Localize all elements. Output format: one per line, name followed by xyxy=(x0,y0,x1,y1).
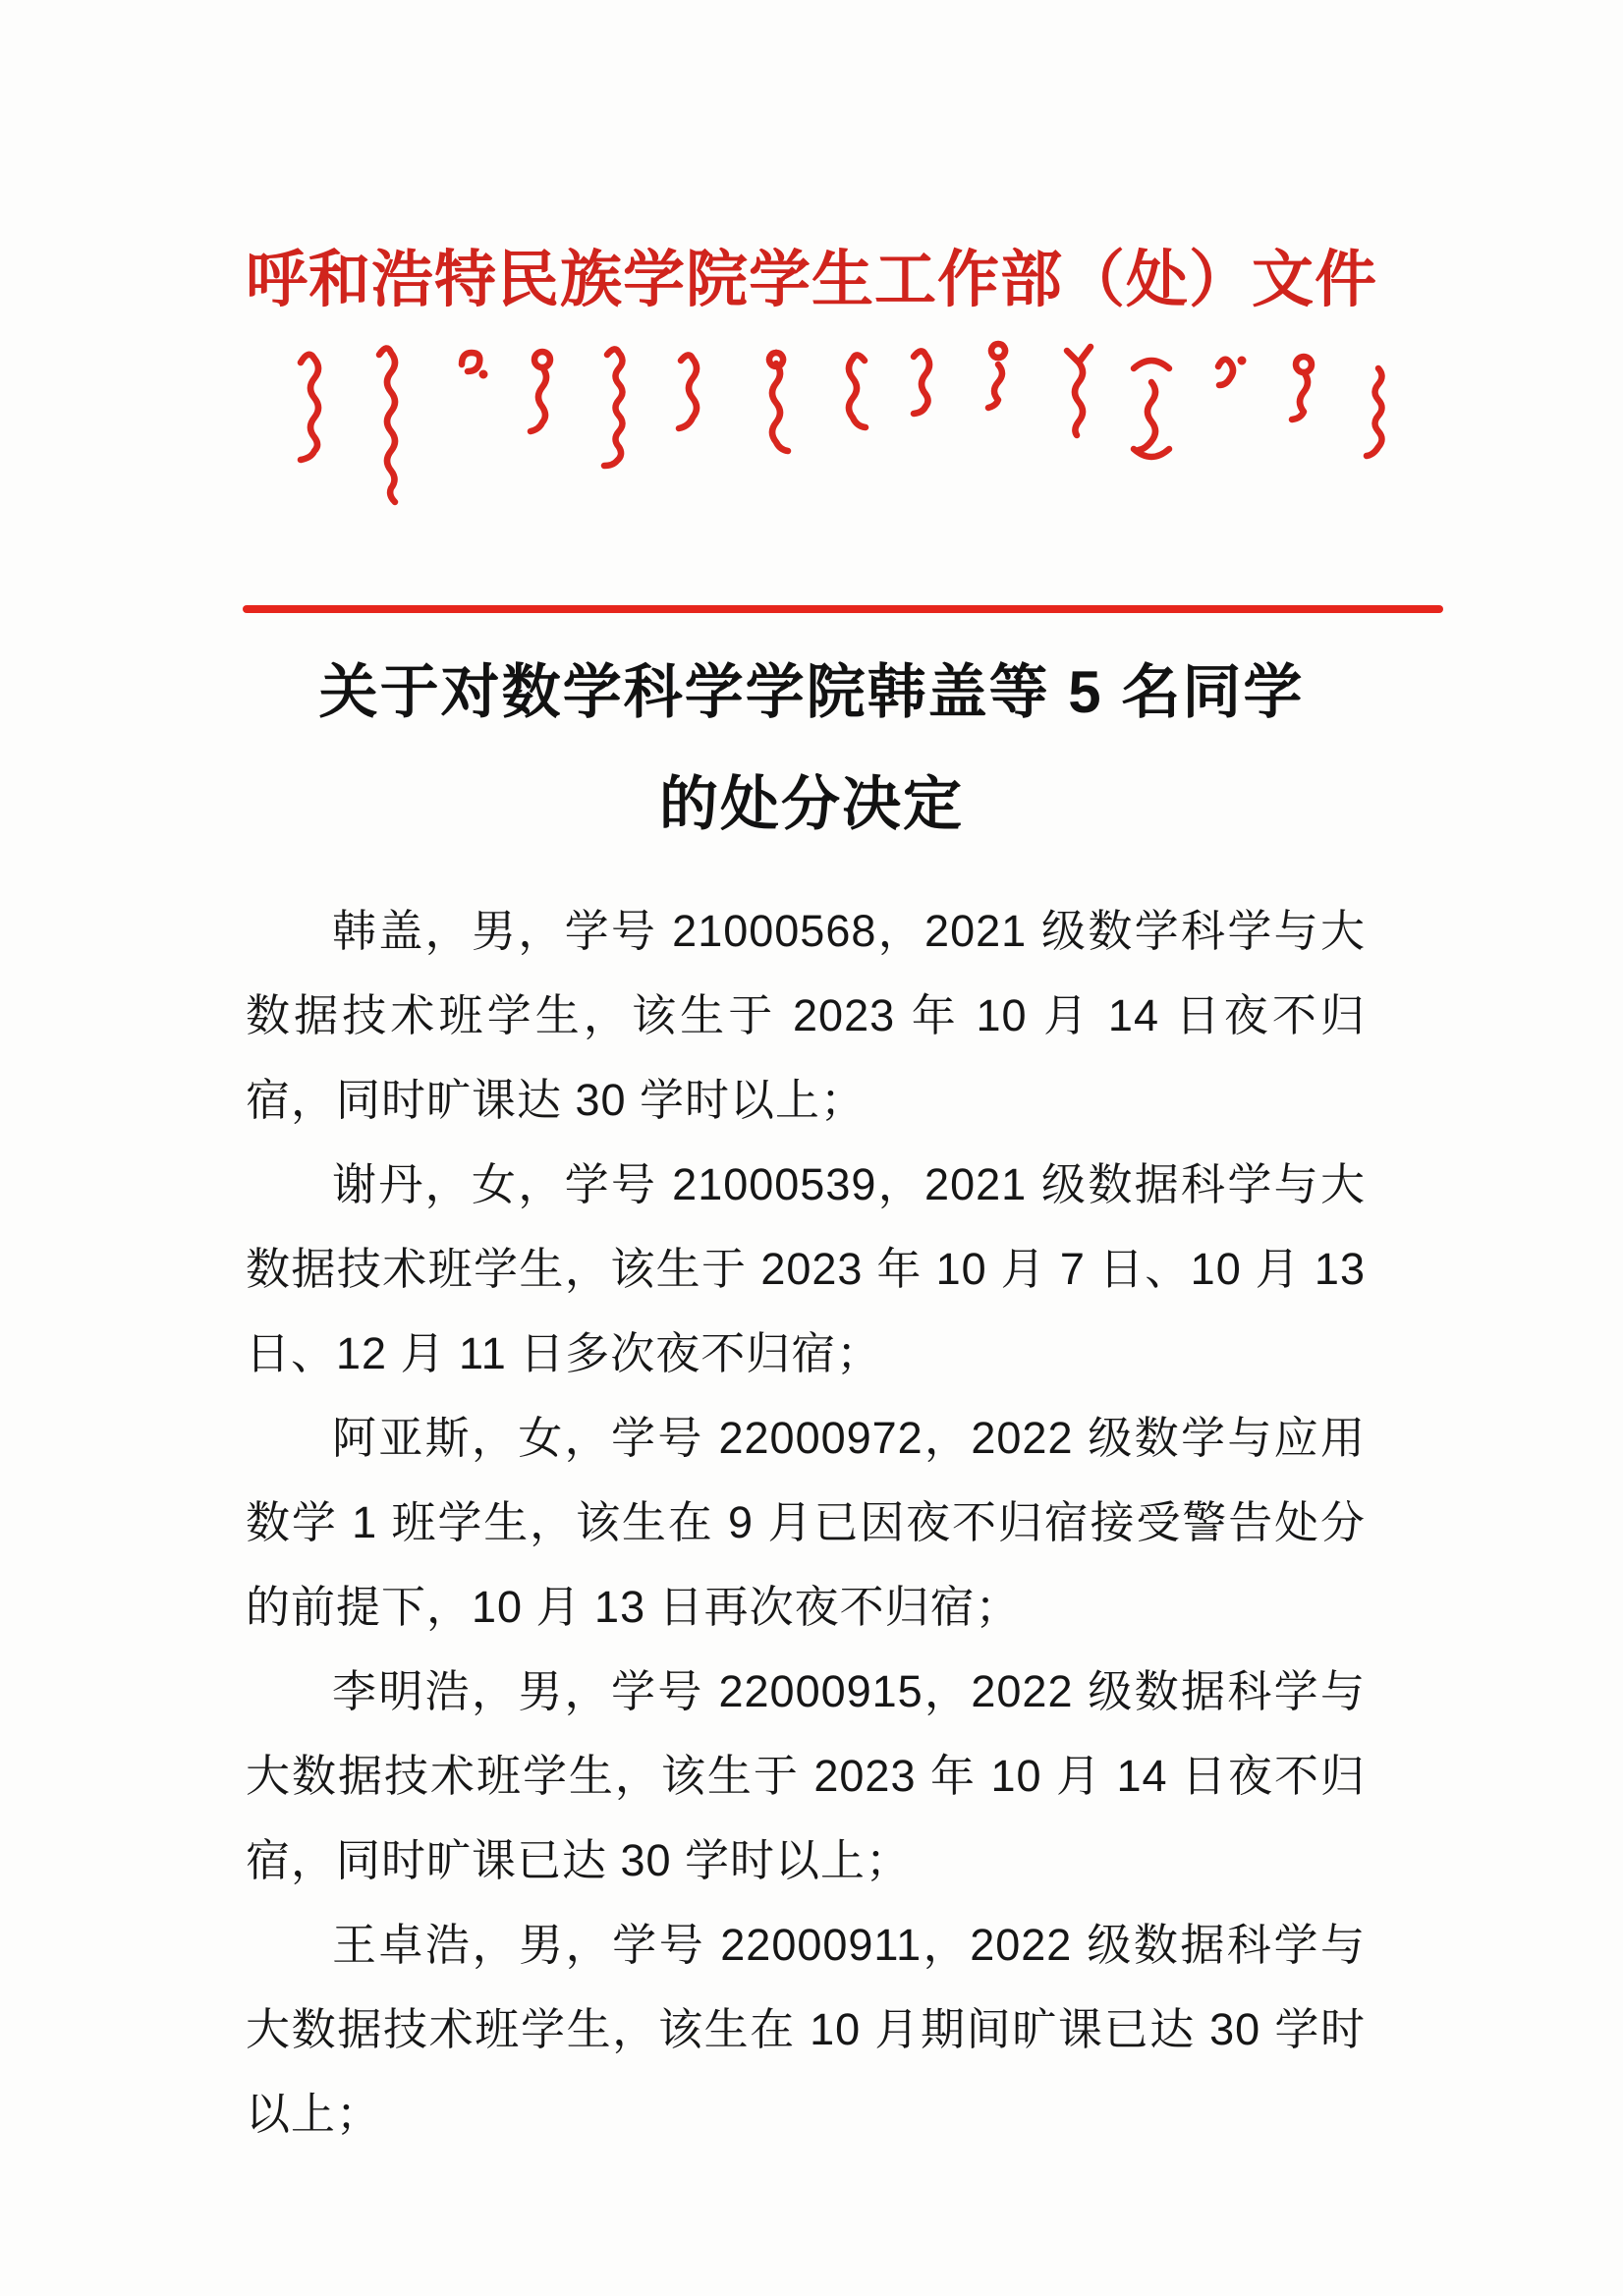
mongolian-script-columns xyxy=(301,344,1382,502)
script-column xyxy=(679,355,697,428)
paragraph-student-3: 阿亚斯，女，学号 22000972，2022 级数学与应用数学 1 班学生，该生在 9 月已因夜不归宿接受警告处分的前提下，10 月 13 日再次夜不归宿； xyxy=(246,1413,1366,1632)
script-column xyxy=(604,349,623,466)
red-divider-line xyxy=(243,605,1443,613)
script-column xyxy=(1292,357,1312,420)
document-body xyxy=(246,889,1366,2156)
script-column xyxy=(988,344,1005,408)
script-column xyxy=(849,355,866,427)
script-column xyxy=(531,352,550,431)
document-title-line-2: 的处分决定 xyxy=(659,771,964,837)
letterhead-org-title: 呼和浩特民族学院学生工作部（处）文件 xyxy=(246,246,1377,314)
script-column xyxy=(379,348,395,502)
script-column xyxy=(301,355,318,460)
script-open-paren xyxy=(1134,361,1169,368)
paragraph-student-1: 韩盖，男，学号 21000568，2021 级数学科学与大数据技术班学生，该生于 2023 年 10 月 14 日夜不归宿，同时旷课达 30 学时以上； xyxy=(246,906,1366,1125)
script-column xyxy=(914,351,929,414)
script-column xyxy=(1067,347,1091,435)
script-close-paren xyxy=(1134,449,1169,457)
script-column xyxy=(462,353,479,371)
mongolian-script-icon xyxy=(283,339,1393,506)
script-column xyxy=(1218,360,1233,385)
paragraph-student-2: 谢丹，女，学号 21000539，2021 级数据科学与大数据技术班学生，该生于 2023 年 10 月 7 日、10 月 13 日、12 月 11 日多次夜不归宿； xyxy=(246,1159,1366,1378)
document-title xyxy=(0,637,1623,861)
script-column xyxy=(769,353,788,451)
script-dot xyxy=(1239,358,1246,364)
paragraph-student-4: 李明浩，男，学号 22000915，2022 级数据科学与大数据技术班学生，该生于 2023 年 10 月 14 日夜不归宿，同时旷课已达 30 学时以上； xyxy=(246,1666,1366,1885)
paragraph-student-5: 王卓浩，男，学号 22000911，2022 级数据科学与大数据技术班学生，该生在 10 月期间旷课已达 30 学时以上； xyxy=(246,1920,1366,2139)
script-dot xyxy=(480,371,487,378)
script-column xyxy=(1139,382,1155,450)
document-title-line-1: 关于对数学科学学院韩盖等 5 名同学 xyxy=(318,659,1305,725)
script-column xyxy=(1367,368,1382,456)
